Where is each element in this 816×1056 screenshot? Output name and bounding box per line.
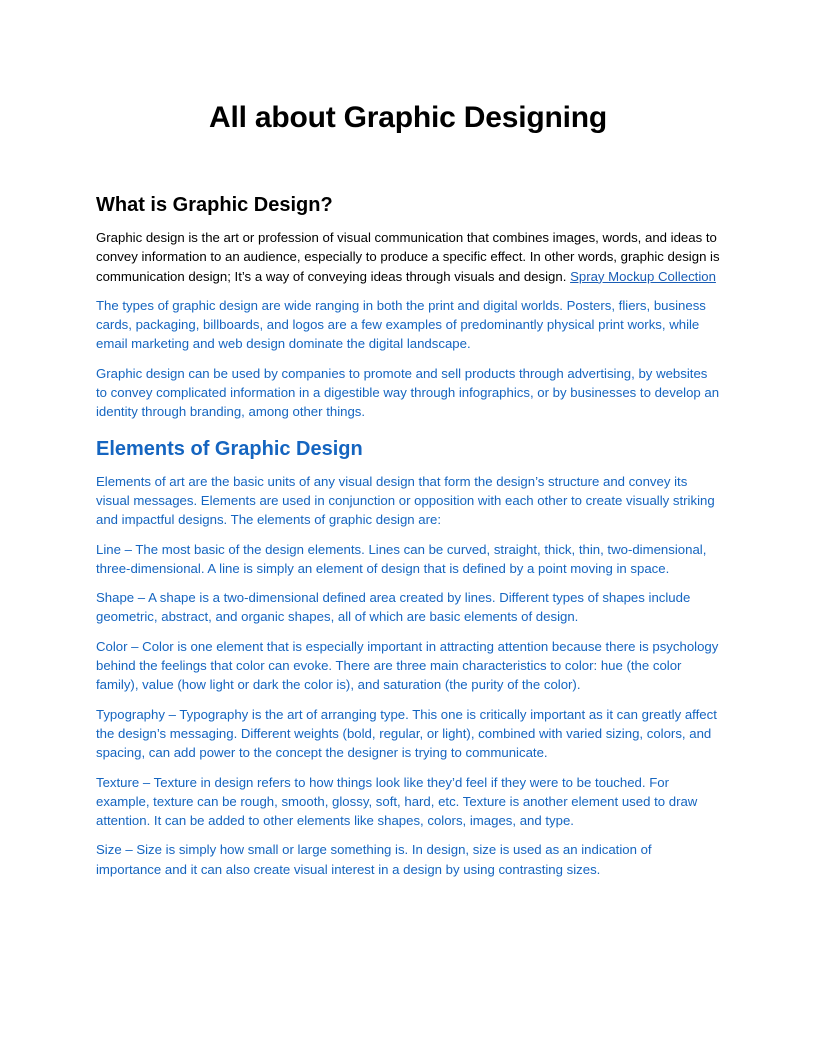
paragraph-types-of-design: The types of graphic design are wide ranging in both the print and digital worlds. Posters, fliers, business cards, packaging, billboards, and logos are a few examples of predominantly physical print works, while email marketing and web design dominate the digital landscape. bbox=[96, 297, 706, 352]
section-heading-what-is-graphic-design: What is Graphic Design? bbox=[96, 194, 333, 216]
paragraph-element-texture: Texture – Texture in design refers to how things look like they’d feel if they were to be touched. For example, texture can be rough, smooth, glossy, soft, hard, etc. Texture is another element used to draw attention. It can be added to other elements like shapes, colors, images, and type. bbox=[96, 774, 698, 829]
intro-paragraph bbox=[96, 228, 720, 286]
paragraph-element-shape: Shape – A shape is a two-dimensional defined area created by lines. Different types of shapes include geometric, abstract, and organic shapes, all of which are basic elements of design. bbox=[96, 590, 691, 625]
paragraph-uses-of-design: Graphic design can be used by companies to promote and sell products through advertising, by websites to convey complicated information in a digestible way through infographics, or by businesses to develop an identity through branding, among other things. bbox=[96, 365, 720, 420]
document-page bbox=[96, 0, 720, 879]
paragraph-element-size: Size – Size is simply how small or large something is. In design, size is used as an indication of importance and it can also create visual interest in a design by using contrasting sizes. bbox=[96, 842, 652, 877]
intro-text: Graphic design is the art or profession of visual communication that combines images, words, and ideas to convey information to an audience, especially to produce a specific effect. In other words, graphic design is communication design; It’s a way of conveying ideas through visuals and design. bbox=[96, 230, 720, 284]
paragraph-element-typography: Typography – Typography is the art of arranging type. This one is critically important as it can greatly affect the design’s messaging. Different weights (bold, regular, or light), combined with varied sizing, colors, and spacing, can add power to the concept the designer is trying to communicate. bbox=[96, 706, 717, 761]
paragraph-elements-intro: Elements of art are the basic units of any visual design that form the design’s structure and convey its visual messages. Elements are used in conjunction or opposition with each other to create visually striking and impactful designs. The elements of graphic design are: bbox=[96, 473, 715, 528]
section-heading-elements-of-graphic-design: Elements of Graphic Design bbox=[96, 437, 363, 460]
paragraph-element-color: Color – Color is one element that is especially important in attracting attention because there is psychology behind the feelings that color can evoke. There are three main characteristics to color: hue (the color family), value (how light or dark the color is), and saturation (the purity of the color). bbox=[96, 638, 719, 693]
spray-mockup-collection-link[interactable]: Spray Mockup Collection bbox=[570, 268, 716, 284]
paragraph-element-line: Line – The most basic of the design elements. Lines can be curved, straight, thick, thin, two-dimensional, three-dimensional. A line is simply an element of design that is defined by a point moving in space. bbox=[96, 541, 707, 576]
document-title: All about Graphic Designing bbox=[209, 101, 607, 134]
